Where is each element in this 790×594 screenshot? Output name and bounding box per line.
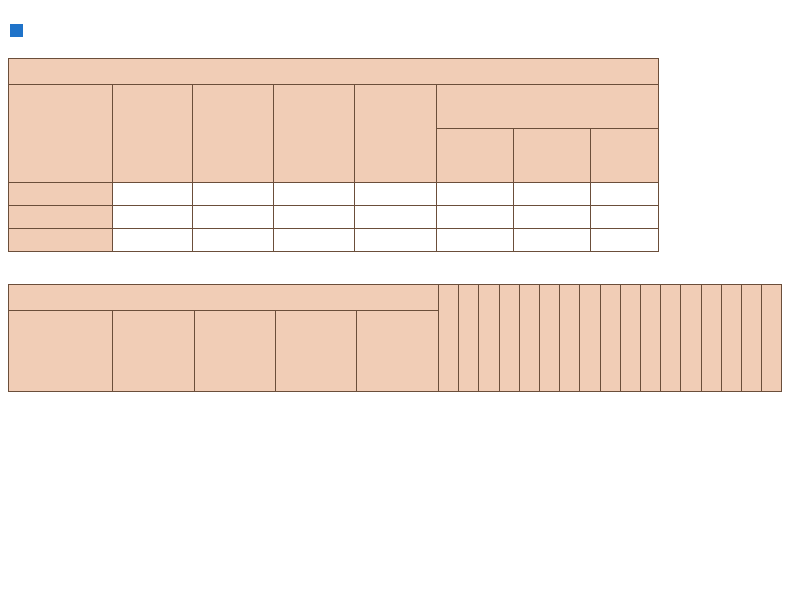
t1-cell-m3 xyxy=(591,183,659,206)
t1-cell-needle xyxy=(355,206,437,229)
t2-feature-header xyxy=(681,285,701,392)
t1-cell-needle xyxy=(355,229,437,252)
t2-header-total xyxy=(113,311,195,392)
t2-feature-header xyxy=(661,285,681,392)
t2-header-rep xyxy=(276,311,357,392)
t1-cell-code xyxy=(9,229,113,252)
t2-header-force xyxy=(357,311,439,392)
t2-top-band xyxy=(9,285,439,311)
t1-cell-m2 xyxy=(514,229,591,252)
section-marker-icon xyxy=(10,24,23,37)
table1-title xyxy=(9,59,659,85)
t1-header-grad xyxy=(113,85,193,183)
t1-header-code xyxy=(9,85,113,183)
t2-feature-header xyxy=(701,285,721,392)
t2-feature-header xyxy=(600,285,620,392)
t1-header-mpe xyxy=(437,85,659,129)
t2-feature-header xyxy=(459,285,479,392)
t1-cell-needle xyxy=(355,183,437,206)
t1-cell-grad xyxy=(113,229,193,252)
t1-header-dial xyxy=(274,85,355,183)
t2-feature-header xyxy=(640,285,660,392)
t2-feature-header xyxy=(580,285,600,392)
t1-cell-grad xyxy=(113,206,193,229)
t2-feature-header xyxy=(479,285,499,392)
t1-cell-m2 xyxy=(514,183,591,206)
t2-feature-header xyxy=(741,285,761,392)
t1-cell-dial xyxy=(274,183,355,206)
t1-header-mpe-1-2 xyxy=(514,129,591,183)
spec-table-1 xyxy=(8,58,659,252)
t1-header-mpe-1-10 xyxy=(437,129,514,183)
t1-cell-m2 xyxy=(514,206,591,229)
t2-header-code xyxy=(9,311,113,392)
t2-feature-header xyxy=(721,285,741,392)
t1-cell-dial xyxy=(274,229,355,252)
t2-header-hyst xyxy=(195,311,276,392)
spec-table-2 xyxy=(8,284,782,392)
t1-row xyxy=(9,206,659,229)
t2-feature-header xyxy=(439,285,459,392)
t1-cell-m3 xyxy=(591,229,659,252)
t1-cell-m1 xyxy=(437,206,514,229)
t1-cell-range xyxy=(193,183,274,206)
t1-cell-code xyxy=(9,206,113,229)
t1-cell-m1 xyxy=(437,183,514,206)
t1-row xyxy=(9,183,659,206)
t1-cell-m1 xyxy=(437,229,514,252)
t1-cell-range xyxy=(193,229,274,252)
t1-row xyxy=(9,229,659,252)
t2-feature-header xyxy=(560,285,580,392)
t2-feature-header xyxy=(519,285,539,392)
t2-feature-header xyxy=(620,285,640,392)
t1-header-mpe-1 xyxy=(591,129,659,183)
t1-cell-dial xyxy=(274,206,355,229)
t2-feature-header xyxy=(499,285,519,392)
section-header xyxy=(10,18,28,42)
t1-cell-m3 xyxy=(591,206,659,229)
t2-feature-header xyxy=(540,285,560,392)
t1-cell-grad xyxy=(113,183,193,206)
t1-cell-range xyxy=(193,206,274,229)
t2-feature-header xyxy=(762,285,782,392)
t1-header-range xyxy=(193,85,274,183)
t1-header-needle xyxy=(355,85,437,183)
t1-cell-code xyxy=(9,183,113,206)
